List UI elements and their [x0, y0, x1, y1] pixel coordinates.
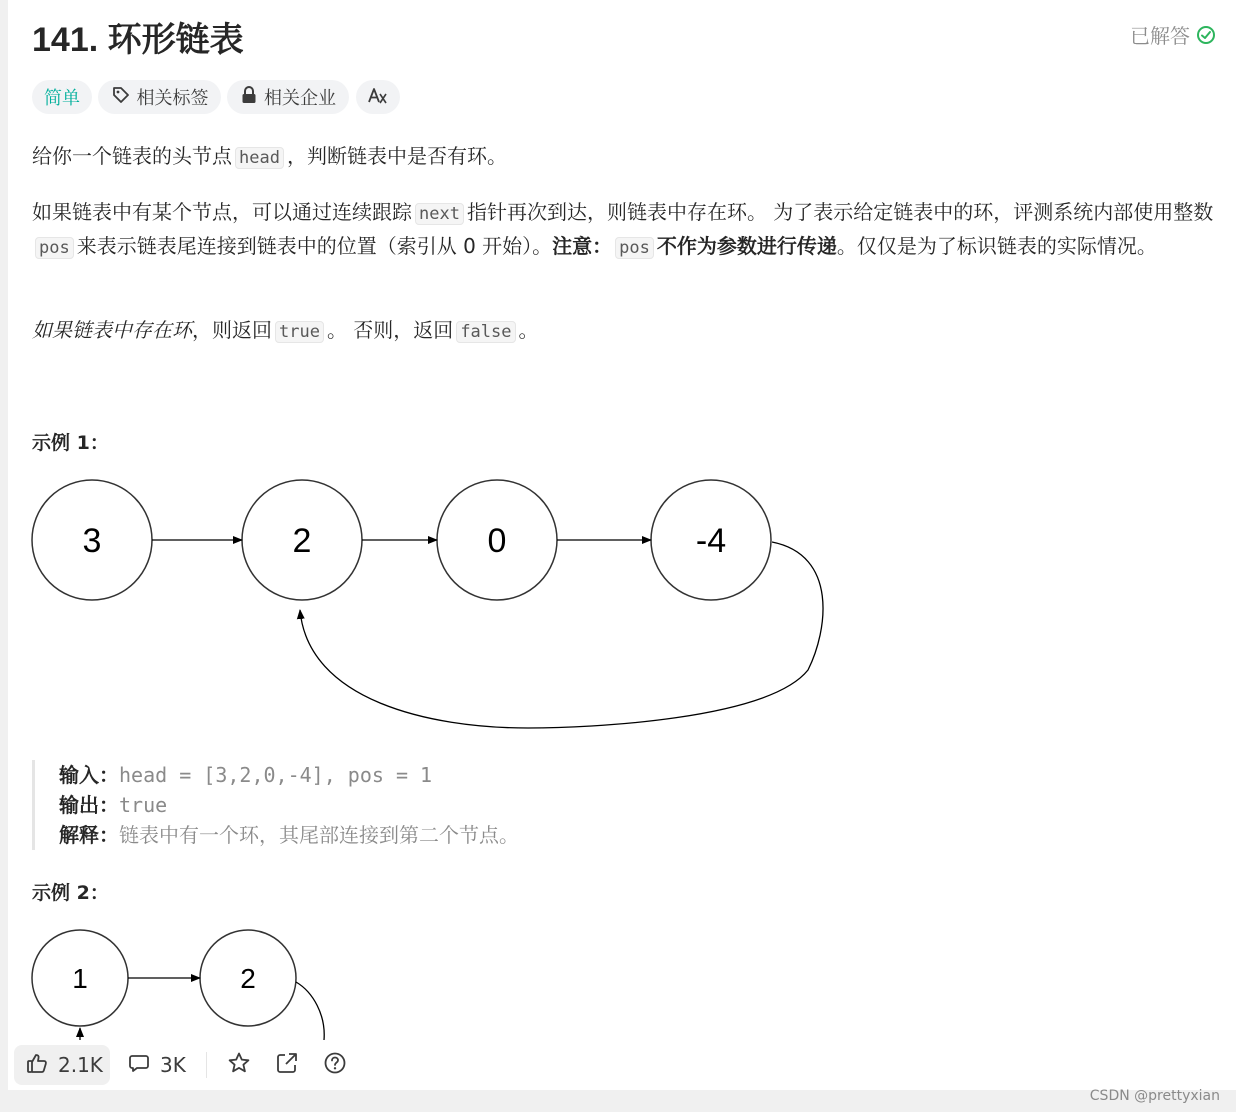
description-paragraph-3	[32, 314, 1222, 348]
example-1-io	[32, 760, 632, 850]
inline-code: head	[235, 147, 284, 169]
example-2-title: 示例 2：	[32, 882, 109, 904]
footer-toolbar	[8, 1040, 1236, 1090]
input-value: head = [3,2,0,-4], pos = 1	[119, 763, 433, 787]
cycle-arrow	[296, 982, 324, 1040]
bold-text: 不作为参数进行传递	[656, 234, 837, 258]
node-value: 2	[292, 522, 312, 560]
inline-code: pos	[35, 237, 74, 259]
solved-label: 已解答	[1130, 24, 1190, 48]
star-icon	[227, 1051, 251, 1080]
text-segment: 。仅仅是为了标识链表的实际情况。	[836, 234, 1157, 258]
text-segment: 指针再次到达，则链表中存在环。 为了表示给定链表中的环，评测系统内部使用整数	[466, 200, 1214, 224]
share-icon	[275, 1051, 299, 1080]
watermark: CSDN @prettyxian	[1089, 1088, 1220, 1104]
node-value: 3	[82, 522, 102, 560]
inline-code: false	[456, 321, 515, 343]
difficulty-label: 简单	[44, 88, 80, 109]
list-node	[32, 930, 128, 1026]
page-title: 141. 环形链表	[32, 21, 244, 59]
comment-count: 3K	[160, 1053, 186, 1077]
example-explanation	[59, 820, 632, 850]
explanation-label: 解释：	[59, 823, 119, 847]
topics-tag-label: 相关标签	[136, 88, 209, 109]
node-value: -4	[695, 522, 727, 560]
text-segment: ，判断链表中是否有环。	[286, 144, 507, 168]
example-2-diagram	[8, 920, 368, 1040]
inline-code: next	[415, 203, 464, 225]
comment-icon	[128, 1052, 150, 1079]
help-button[interactable]	[311, 1045, 359, 1085]
node-value: 0	[487, 522, 507, 560]
list-node	[651, 480, 771, 600]
text-segment: 来表示链表尾连接到链表中的位置（索引从 0 开始）。	[76, 234, 553, 258]
inline-code: pos	[615, 237, 654, 259]
favorite-button[interactable]	[215, 1045, 263, 1085]
example-input	[59, 760, 632, 790]
list-node	[437, 480, 557, 600]
example-1-diagram	[8, 470, 868, 740]
share-button[interactable]	[263, 1045, 311, 1085]
output-label: 输出：	[59, 793, 119, 817]
like-button[interactable]	[14, 1045, 110, 1085]
toolbar-divider	[206, 1052, 207, 1078]
explanation-value: 链表中有一个环，其尾部连接到第二个节点。	[119, 823, 519, 847]
text-segment: 。	[518, 318, 539, 342]
inline-code: true	[275, 321, 324, 343]
list-node	[200, 930, 296, 1026]
node-value: 1	[72, 963, 88, 994]
check-circle-icon	[1196, 25, 1216, 45]
description-paragraph-2	[32, 196, 1222, 264]
like-count: 2.1K	[58, 1053, 103, 1077]
comments-button[interactable]	[116, 1045, 198, 1085]
solved-status	[1130, 20, 1216, 49]
example-1-title: 示例 1：	[32, 432, 109, 454]
text-segment: 给你一个链表的头节点	[32, 144, 232, 168]
description-paragraph-1	[32, 140, 1222, 174]
example-output	[59, 790, 632, 820]
text-segment: 如果链表中有某个节点，可以通过连续跟踪	[32, 200, 412, 224]
thumbs-up-icon	[26, 1052, 48, 1079]
translate-icon	[367, 85, 389, 110]
italic-text: 如果链表中存在环	[32, 318, 192, 342]
lock-icon	[240, 85, 258, 110]
translate-button[interactable]	[356, 80, 400, 114]
input-label: 输入：	[59, 763, 119, 787]
topics-tag-button[interactable]	[98, 80, 221, 114]
problem-panel	[8, 0, 1236, 1090]
list-node	[242, 480, 362, 600]
node-value: 2	[240, 963, 256, 994]
text-segment: 。 否则，返回	[326, 318, 454, 342]
tag-icon	[111, 85, 131, 110]
companies-tag-button[interactable]	[227, 80, 349, 114]
output-value: true	[119, 793, 168, 817]
note-label: 注意：	[552, 234, 613, 258]
question-circle-icon	[323, 1051, 347, 1080]
companies-tag-label: 相关企业	[264, 88, 336, 109]
list-node	[32, 480, 152, 600]
difficulty-badge[interactable]	[32, 80, 92, 114]
text-segment: ，则返回	[192, 318, 272, 342]
